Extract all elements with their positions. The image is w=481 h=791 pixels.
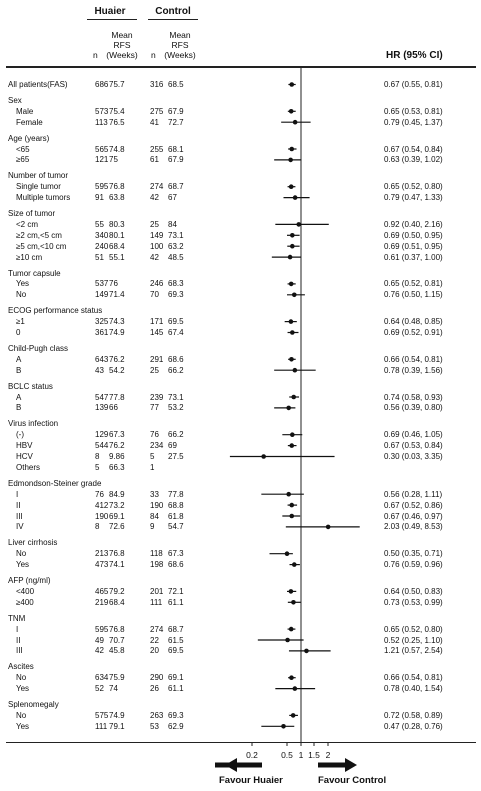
control-n: 316 xyxy=(150,80,164,89)
control-n: 70 xyxy=(150,290,159,300)
subgroup-label: HCV xyxy=(16,452,33,461)
hr-ci-value: 0.64 (0.48, 0.85) xyxy=(384,317,443,327)
hr-point xyxy=(289,589,294,594)
hr-ci-value: 0.69 (0.51, 0.95) xyxy=(384,241,443,251)
huaier-n: 595 xyxy=(95,182,109,192)
huaier-n: 575 xyxy=(95,710,109,720)
rfs-label: RFS xyxy=(171,40,189,50)
control-mean-rfs: 72.7 xyxy=(168,117,184,127)
control-mean-rfs: 67.3 xyxy=(168,549,184,559)
hr-ci-value: 0.78 (0.40, 1.54) xyxy=(384,684,443,694)
subgroup-label: Yes xyxy=(16,684,30,694)
hr-point xyxy=(289,675,294,680)
huaier-mean-rfs: 68.4 xyxy=(109,597,125,607)
group-header-label: AFP (ng/ml) xyxy=(8,576,51,585)
x-tick-label: 0.2 xyxy=(246,750,258,760)
hr-ci-value: 0.66 (0.54, 0.81) xyxy=(384,673,443,683)
subgroup-label: Others xyxy=(16,462,41,472)
control-n: 255 xyxy=(150,144,164,154)
subgroup-label: Multiple tumors xyxy=(16,193,71,203)
hr-ci-value: 0.67 (0.55, 0.81) xyxy=(384,80,443,89)
control-n: 20 xyxy=(150,646,159,656)
huaier-mean-rfs: 66.3 xyxy=(109,462,125,472)
control-n: 84 xyxy=(150,511,159,521)
control-n: 42 xyxy=(150,252,159,262)
hr-ci-value: 0.78 (0.39, 1.56) xyxy=(384,365,443,375)
hr-ci-value: 0.73 (0.53, 0.99) xyxy=(384,597,443,607)
control-mean-rfs: 66.2 xyxy=(168,430,184,440)
control-n: 145 xyxy=(150,328,164,337)
subgroup-label: No xyxy=(16,290,27,300)
control-mean-rfs: 68.8 xyxy=(168,500,184,510)
huaier-n: 213 xyxy=(95,549,109,559)
subgroup-label: All patients(FAS) xyxy=(8,80,68,89)
huaier-n: 412 xyxy=(95,500,109,510)
huaier-mean-rfs: 69.1 xyxy=(109,511,125,521)
subgroup-label: ≥400 xyxy=(16,597,34,607)
huaier-mean-rfs: 68.4 xyxy=(109,241,125,251)
control-n: 25 xyxy=(150,365,159,375)
subgroup-label: II xyxy=(16,635,21,645)
hr-point xyxy=(289,82,294,87)
huaier-n: 465 xyxy=(95,586,109,596)
subgroup-label: A xyxy=(16,392,22,402)
hr-point xyxy=(289,282,294,287)
subgroup-label: 0 xyxy=(16,328,21,337)
subgroup-label: II xyxy=(16,500,21,510)
control-mean-rfs: 68.6 xyxy=(168,560,184,570)
control-mean-rfs: 53.2 xyxy=(168,403,184,413)
control-n: 274 xyxy=(150,624,164,634)
group-header-label: ECOG performance status xyxy=(8,306,103,316)
subgroup-label: ≥1 xyxy=(16,317,25,327)
hr-point xyxy=(291,395,296,400)
huaier-mean-rfs: 76.2 xyxy=(109,441,125,451)
hr-ci-value: 0.69 (0.50, 0.95) xyxy=(384,230,443,240)
huaier-mean-rfs: 75 xyxy=(109,155,118,165)
huaier-n: 643 xyxy=(95,354,109,364)
hr-ci-value: 0.65 (0.53, 0.81) xyxy=(384,106,443,116)
control-n: 61 xyxy=(150,155,159,165)
group-header-label: Edmondson-Steiner grade xyxy=(8,478,102,488)
huaier-n: 361 xyxy=(95,328,109,337)
subgroup-label: ≥2 cm,<5 cm xyxy=(16,230,62,240)
hr-point xyxy=(290,432,295,437)
hr-point xyxy=(292,562,297,567)
control-mean-rfs: 69 xyxy=(168,441,177,451)
hr-point xyxy=(293,120,298,125)
hr-ci-value: 0.65 (0.52, 0.80) xyxy=(384,624,443,634)
huaier-n: 51 xyxy=(95,252,104,262)
control-n: 77 xyxy=(150,403,159,413)
group-header-label: Tumor capsule xyxy=(8,268,61,278)
hr-ci-value: 0.56 (0.39, 0.80) xyxy=(384,403,443,413)
hr-ci-value: 0.79 (0.45, 1.37) xyxy=(384,117,443,127)
control-mean-rfs: 68.6 xyxy=(168,354,184,364)
huaier-n: 76 xyxy=(95,489,104,499)
huaier-n: 547 xyxy=(95,392,109,402)
huaier-mean-rfs: 74.3 xyxy=(109,317,125,327)
control-n: 263 xyxy=(150,710,164,720)
control-n: 42 xyxy=(150,193,159,203)
control-mean-rfs: 68.5 xyxy=(168,80,184,89)
control-mean-rfs: 68.1 xyxy=(168,144,184,154)
hr-ci-value: 0.65 (0.52, 0.81) xyxy=(384,279,443,289)
control-mean-rfs: 61.8 xyxy=(168,511,184,521)
control-mean-rfs: 66.2 xyxy=(168,365,184,375)
subgroup-label: HBV xyxy=(16,441,33,451)
huaier-mean-rfs: 79.1 xyxy=(109,721,125,731)
hr-ci-value: 0.72 (0.58, 0.89) xyxy=(384,710,443,720)
huaier-mean-rfs: 72.6 xyxy=(109,522,125,532)
control-n: 118 xyxy=(150,549,163,559)
control-mean-rfs: 69.3 xyxy=(168,290,184,300)
huaier-mean-rfs: 77.8 xyxy=(109,392,125,402)
subgroup-label: Male xyxy=(16,106,34,116)
control-mean-rfs: 69.5 xyxy=(168,317,184,327)
control-mean-rfs: 72.1 xyxy=(168,586,184,596)
subgroup-label: No xyxy=(16,673,27,683)
subgroup-label: Female xyxy=(16,117,43,127)
control-mean-rfs: 63.2 xyxy=(168,241,184,251)
hr-point xyxy=(286,406,291,411)
hr-point xyxy=(304,649,309,654)
control-mean-rfs: 68.7 xyxy=(168,624,184,634)
huaier-n: 634 xyxy=(95,673,109,683)
hr-point xyxy=(290,330,295,335)
hr-point xyxy=(285,551,290,556)
control-mean-rfs: 67.4 xyxy=(168,328,184,337)
huaier-mean-rfs: 73.2 xyxy=(109,500,125,510)
hr-ci-header: HR (95% CI) xyxy=(386,50,443,61)
control-mean-rfs: 73.1 xyxy=(168,392,184,402)
control-mean-rfs: 62.9 xyxy=(168,721,184,731)
huaier-n: 55 xyxy=(95,219,104,229)
huaier-mean-rfs: 9.86 xyxy=(109,452,125,461)
control-mean-rfs: 77.8 xyxy=(168,489,184,499)
hr-point xyxy=(285,638,290,643)
huaier-n: 91 xyxy=(95,193,104,203)
huaier-n: 49 xyxy=(95,635,104,645)
control-n: 149 xyxy=(150,230,164,240)
control-mean-rfs: 68.3 xyxy=(168,279,184,289)
huaier-mean-rfs: 74.9 xyxy=(109,710,125,720)
hr-point xyxy=(289,147,294,152)
control-mean-rfs: 61.1 xyxy=(168,684,184,694)
hr-ci-value: 0.56 (0.28, 1.11) xyxy=(384,489,443,499)
control-n: 22 xyxy=(150,635,159,645)
huaier-n: 113 xyxy=(95,117,108,127)
hr-point xyxy=(289,514,294,519)
hr-point xyxy=(292,293,297,298)
hr-ci-value: 0.69 (0.46, 1.05) xyxy=(384,430,443,440)
subgroup-label: <65 xyxy=(16,144,30,154)
mean-label: Mean xyxy=(111,30,133,40)
huaier-mean-rfs: 45.8 xyxy=(109,646,125,656)
huaier-header: Huaier xyxy=(94,6,126,17)
huaier-n: 190 xyxy=(95,511,109,521)
huaier-mean-rfs: 76.5 xyxy=(109,117,125,127)
control-n: 5 xyxy=(150,452,155,461)
hr-point xyxy=(291,600,296,605)
huaier-n: 325 xyxy=(95,317,109,327)
hr-ci-value: 0.67 (0.53, 0.84) xyxy=(384,441,443,451)
hr-ci-value: 0.64 (0.50, 0.83) xyxy=(384,586,443,596)
huaier-mean-rfs: 80.3 xyxy=(109,219,125,229)
huaier-n: 240 xyxy=(95,241,109,251)
huaier-mean-rfs: 66 xyxy=(109,403,118,413)
hr-point xyxy=(293,686,298,691)
huaier-mean-rfs: 79.2 xyxy=(109,586,125,596)
huaier-mean-rfs: 76 xyxy=(109,279,118,289)
subgroup-label: ≥5 cm,<10 cm xyxy=(16,241,67,251)
group-header-label: Liver cirrhosis xyxy=(8,538,58,548)
hr-ci-value: 2.03 (0.49, 8.53) xyxy=(384,522,443,532)
favour-control-label: Favour Control xyxy=(318,775,387,786)
subgroup-label: ≥10 cm xyxy=(16,252,43,262)
huaier-mean-rfs: 67.3 xyxy=(109,430,125,440)
huaier-n: 5 xyxy=(95,462,100,472)
control-mean-rfs: 27.5 xyxy=(168,452,184,461)
huaier-n: 52 xyxy=(95,684,104,694)
subgroup-label: B xyxy=(16,365,22,375)
control-mean-rfs: 61.5 xyxy=(168,635,184,645)
mean-label: Mean xyxy=(169,30,191,40)
huaier-n: 42 xyxy=(95,646,104,656)
huaier-n: 129 xyxy=(95,430,109,440)
huaier-mean-rfs: 74.9 xyxy=(109,328,125,337)
huaier-mean-rfs: 76.8 xyxy=(109,549,125,559)
control-mean-rfs: 69.3 xyxy=(168,710,184,720)
huaier-n: 219 xyxy=(95,597,109,607)
hr-ci-value: 0.76 (0.50, 1.15) xyxy=(384,290,443,300)
hr-ci-value: 0.76 (0.59, 0.96) xyxy=(384,560,443,570)
control-mean-rfs: 54.7 xyxy=(168,522,184,532)
group-header-label: Ascites xyxy=(8,662,34,672)
huaier-mean-rfs: 55.1 xyxy=(109,252,125,262)
hr-point xyxy=(289,357,294,362)
huaier-mean-rfs: 76.8 xyxy=(109,182,125,192)
huaier-n: 139 xyxy=(95,403,109,413)
hr-ci-value: 0.30 (0.03, 3.35) xyxy=(384,452,443,461)
x-tick-label: 0.5 xyxy=(281,750,293,760)
control-mean-rfs: 67 xyxy=(168,193,177,203)
group-header-label: Splenomegaly xyxy=(8,700,59,709)
control-n: 201 xyxy=(150,586,164,596)
subgroup-label: Yes xyxy=(16,560,30,570)
control-n: 190 xyxy=(150,500,164,510)
hr-ci-value: 0.47 (0.28, 0.76) xyxy=(384,721,443,731)
control-n: 239 xyxy=(150,392,164,402)
x-tick-label: 1 xyxy=(298,750,304,760)
control-n: 41 xyxy=(150,117,159,127)
huaier-mean-rfs: 84.9 xyxy=(109,489,125,499)
subgroup-label: Yes xyxy=(16,721,30,731)
hr-ci-value: 0.52 (0.25, 1.10) xyxy=(384,635,443,645)
favour-huaier-arrow xyxy=(215,758,262,772)
huaier-n: 537 xyxy=(95,279,109,289)
control-mean-rfs: 67.9 xyxy=(168,155,184,165)
control-n: 234 xyxy=(150,441,164,451)
control-n: 275 xyxy=(150,106,164,116)
n-header-control: n xyxy=(151,50,156,60)
control-n: 53 xyxy=(150,721,159,731)
huaier-n: 340 xyxy=(95,230,109,240)
subgroup-label: III xyxy=(16,511,23,521)
huaier-mean-rfs: 63.8 xyxy=(109,193,125,203)
huaier-mean-rfs: 76.8 xyxy=(109,624,125,634)
control-mean-rfs: 73.1 xyxy=(168,230,184,240)
rfs-label: RFS xyxy=(113,40,131,50)
subgroup-label: <400 xyxy=(16,586,35,596)
hr-ci-value: 0.61 (0.37, 1.00) xyxy=(384,252,443,262)
control-n: 9 xyxy=(150,522,155,532)
hr-ci-value: 0.69 (0.52, 0.91) xyxy=(384,328,443,337)
subgroup-label: <2 cm xyxy=(16,219,39,229)
hr-ci-value: 0.50 (0.35, 0.71) xyxy=(384,549,443,559)
control-mean-rfs: 61.1 xyxy=(168,597,184,607)
huaier-n: 473 xyxy=(95,560,109,570)
hr-ci-value: 0.65 (0.52, 0.80) xyxy=(384,182,443,192)
control-mean-rfs: 69.5 xyxy=(168,646,184,656)
hr-point xyxy=(289,503,294,508)
hr-ci-value: 0.67 (0.54, 0.84) xyxy=(384,144,443,154)
hr-point xyxy=(289,443,294,448)
control-n: 246 xyxy=(150,279,164,289)
favour-control-arrow xyxy=(318,758,357,772)
hr-point xyxy=(290,244,295,249)
huaier-n: 686 xyxy=(95,80,109,89)
subgroup-label: Single tumor xyxy=(16,182,61,192)
group-header-label: Age (years) xyxy=(8,133,50,143)
control-n: 26 xyxy=(150,684,159,694)
huaier-n: 43 xyxy=(95,365,104,375)
hr-ci-value: 0.79 (0.47, 1.33) xyxy=(384,193,443,203)
hr-ci-value: 0.66 (0.54, 0.81) xyxy=(384,354,443,364)
hr-ci-value: 1.21 (0.57, 2.54) xyxy=(384,646,443,656)
hr-point xyxy=(289,319,294,324)
control-n: 76 xyxy=(150,430,159,440)
hr-point xyxy=(281,724,286,729)
subgroup-label: ≥65 xyxy=(16,155,30,165)
hr-ci-value: 0.63 (0.39, 1.02) xyxy=(384,155,443,165)
hr-ci-value: 0.67 (0.46, 0.97) xyxy=(384,511,443,521)
subgroup-label: No xyxy=(16,549,27,559)
huaier-n: 8 xyxy=(95,452,100,461)
hr-point xyxy=(289,184,294,189)
group-header-label: Sex xyxy=(8,95,22,105)
control-n: 290 xyxy=(150,673,164,683)
control-n: 111 xyxy=(150,597,163,607)
hr-point xyxy=(288,158,293,163)
control-n: 100 xyxy=(150,241,164,251)
favour-huaier-label: Favour Huaier xyxy=(219,775,283,786)
group-header-label: BCLC status xyxy=(8,381,53,391)
huaier-mean-rfs: 74 xyxy=(109,684,118,694)
huaier-n: 573 xyxy=(95,106,109,116)
control-mean-rfs: 69.1 xyxy=(168,673,184,683)
hr-point xyxy=(291,713,296,718)
weeks-label: (Weeks) xyxy=(164,50,196,60)
group-header-label: Child-Pugh class xyxy=(8,343,69,353)
huaier-n: 121 xyxy=(95,155,109,165)
control-n: 171 xyxy=(150,317,164,327)
control-mean-rfs: 84 xyxy=(168,219,177,229)
subgroup-label: IV xyxy=(16,522,24,532)
hr-point xyxy=(290,233,295,238)
control-mean-rfs: 67.9 xyxy=(168,106,184,116)
hr-point xyxy=(289,109,294,114)
control-n: 291 xyxy=(150,354,164,364)
hr-point xyxy=(261,454,266,459)
huaier-n: 111 xyxy=(95,721,108,731)
subgroup-label: B xyxy=(16,403,22,413)
hr-ci-value: 0.67 (0.52, 0.86) xyxy=(384,500,443,510)
huaier-mean-rfs: 74.1 xyxy=(109,560,125,570)
huaier-mean-rfs: 75.7 xyxy=(109,80,125,89)
huaier-mean-rfs: 74.8 xyxy=(109,144,125,154)
control-mean-rfs: 68.7 xyxy=(168,182,184,192)
control-n: 33 xyxy=(150,489,159,499)
huaier-n: 149 xyxy=(95,290,109,300)
subgroup-label: (-) xyxy=(16,430,24,440)
n-header-huaier: n xyxy=(93,50,98,60)
hr-point xyxy=(286,492,291,497)
subgroup-label: No xyxy=(16,710,27,720)
huaier-mean-rfs: 70.7 xyxy=(109,635,125,645)
huaier-n: 565 xyxy=(95,144,109,154)
group-header-label: Virus infection xyxy=(8,419,59,429)
group-header-label: TNM xyxy=(8,613,26,623)
huaier-mean-rfs: 76.2 xyxy=(109,354,125,364)
subgroup-label: Yes xyxy=(16,279,30,289)
subgroup-label: I xyxy=(16,489,19,499)
subgroup-label: III xyxy=(16,646,23,656)
control-header: Control xyxy=(155,6,191,17)
control-mean-rfs: 48.5 xyxy=(168,252,184,262)
hr-point xyxy=(326,525,331,530)
group-header-label: Number of tumor xyxy=(8,171,69,181)
subgroup-label: A xyxy=(16,354,22,364)
huaier-mean-rfs: 80.1 xyxy=(109,230,125,240)
huaier-n: 544 xyxy=(95,441,109,451)
hr-point xyxy=(296,222,301,227)
hr-point xyxy=(293,195,298,200)
hr-point xyxy=(289,627,294,632)
huaier-mean-rfs: 71.4 xyxy=(109,290,125,300)
control-n: 1 xyxy=(150,462,155,472)
weeks-label: (Weeks) xyxy=(106,50,138,60)
huaier-mean-rfs: 75.9 xyxy=(109,673,125,683)
subgroup-label: I xyxy=(16,624,19,634)
hr-point xyxy=(288,255,293,260)
hr-ci-value: 0.92 (0.40, 2.16) xyxy=(384,219,443,229)
huaier-mean-rfs: 75.4 xyxy=(109,106,125,116)
huaier-n: 595 xyxy=(95,624,109,634)
control-n: 25 xyxy=(150,219,159,229)
control-n: 274 xyxy=(150,182,164,192)
x-tick-label: 2 xyxy=(325,750,331,760)
huaier-n: 8 xyxy=(95,522,100,532)
hr-point xyxy=(293,368,298,373)
x-tick-label: 1.5 xyxy=(308,750,320,760)
group-header-label: Size of tumor xyxy=(8,209,56,218)
control-n: 198 xyxy=(150,560,164,570)
hr-ci-value: 0.74 (0.58, 0.93) xyxy=(384,392,443,402)
huaier-mean-rfs: 54.2 xyxy=(109,365,125,375)
